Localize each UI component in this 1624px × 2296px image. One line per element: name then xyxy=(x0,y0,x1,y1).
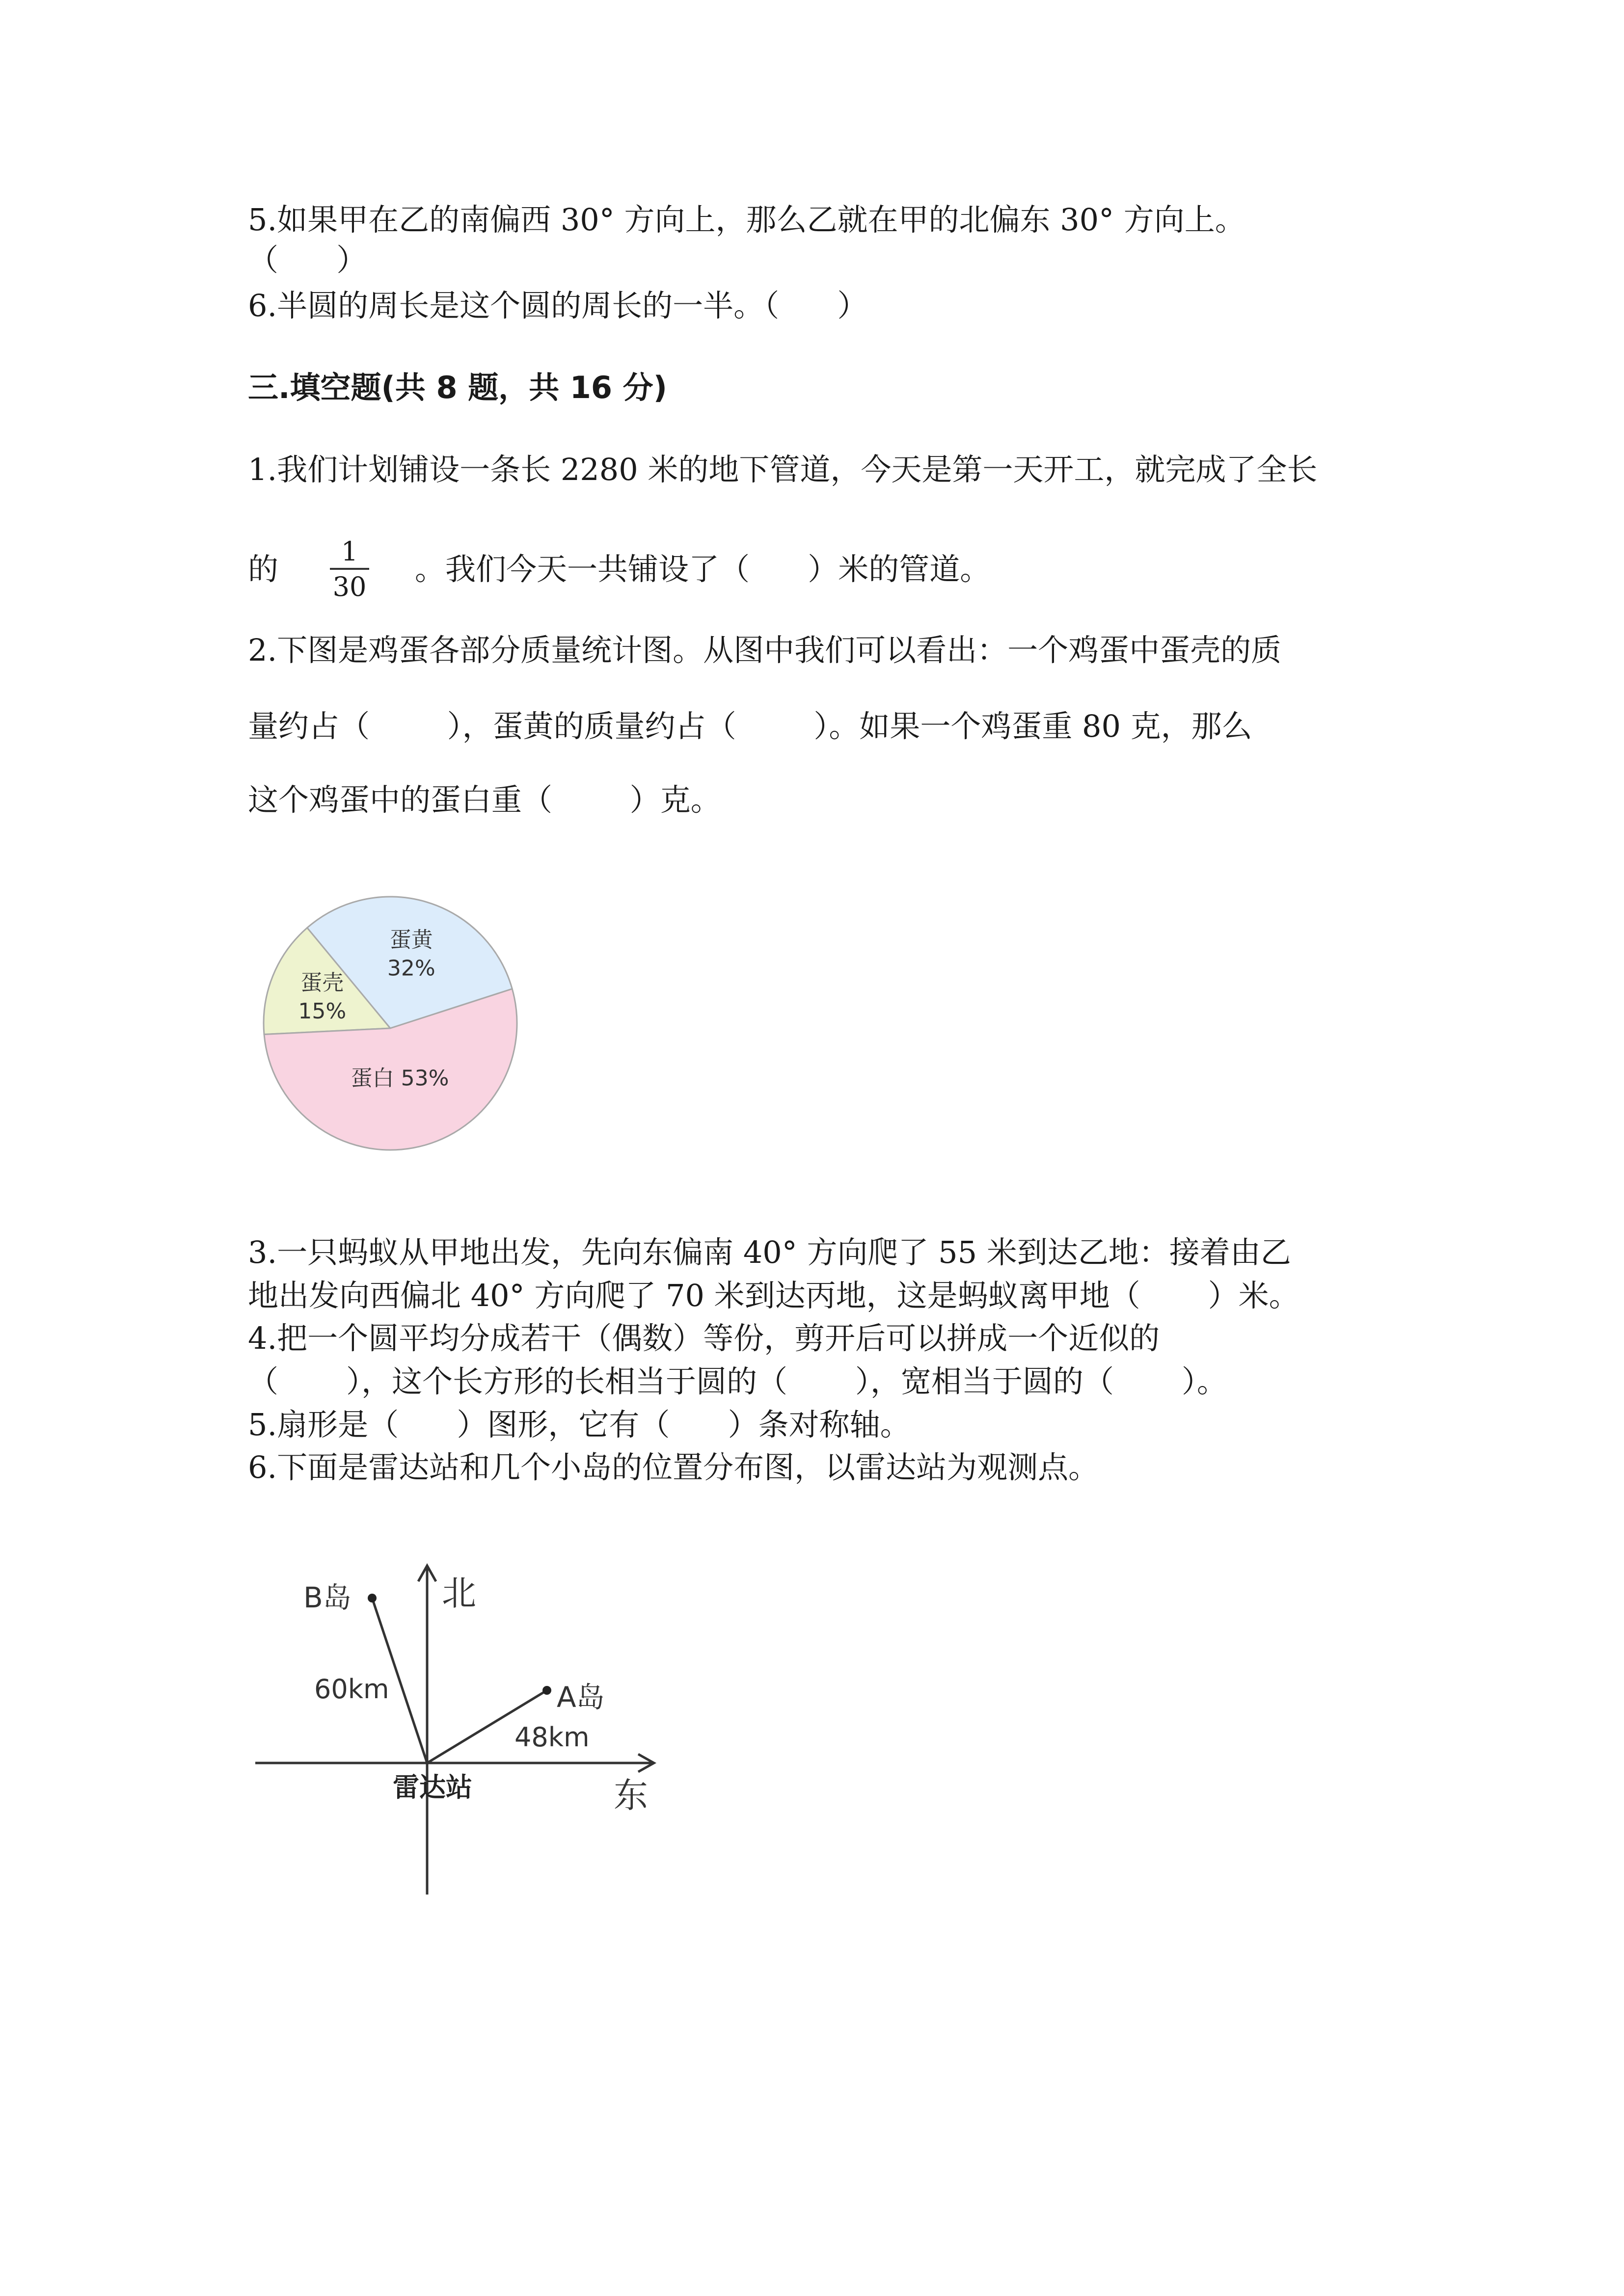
east-label: 东 xyxy=(614,1775,648,1815)
fill-q3-line1: 3.一只蚂蚁从甲地出发，先向东偏南 40° 方向爬了 55 米到达乙地：接着由乙 xyxy=(248,1234,1291,1270)
island-a-label: A岛 xyxy=(557,1681,605,1714)
pie-label-category-0: 蛋壳 xyxy=(300,970,344,995)
fill-q1-prefix: 的 xyxy=(248,551,279,587)
fill-q6: 6.下面是雷达站和几个小岛的位置分布图，以雷达站为观测点。 xyxy=(248,1449,1099,1485)
fill-q1-line1: 1.我们计划铺设一条长 2280 米的地下管道，今天是第一天开工，就完成了全长 xyxy=(248,452,1318,487)
pie-label-value-0: 15% xyxy=(298,998,347,1024)
station-label: 雷达站 xyxy=(393,1772,472,1803)
fill-q4-line2: （ ），这个长方形的长相当于圆的（ ），宽相当于圆的（ ）。 xyxy=(248,1363,1227,1399)
radar-position-map xyxy=(245,1551,668,1904)
fill-q4-line1: 4.把一个圆平均分成若干（偶数）等份，剪开后可以拼成一个近似的 xyxy=(248,1320,1160,1356)
fill-q2-line1: 2.下图是鸡蛋各部分质量统计图。从图中我们可以看出：一个鸡蛋中蛋壳的质 xyxy=(248,632,1282,668)
pie-label-category-1: 蛋黄 xyxy=(389,927,433,953)
island-b-point xyxy=(368,1594,377,1602)
island-b-distance: 60km xyxy=(314,1674,389,1705)
fraction-numerator: 1 xyxy=(330,537,369,570)
fill-q2-line2: 量约占（ ），蛋黄的质量约占（ ）。如果一个鸡蛋重 80 克，那么 xyxy=(248,708,1252,744)
fill-q5: 5.扇形是（ ）图形，它有（ ）条对称轴。 xyxy=(248,1407,911,1442)
judge-q5-line1: 5.如果甲在乙的南偏西 30° 方向上，那么乙就在甲的北偏东 30° 方向上。 xyxy=(248,202,1245,238)
judge-q5-answer-blank: （ ） xyxy=(248,242,367,278)
pie-label-value-1: 32% xyxy=(387,956,435,981)
fill-q2-line3: 这个鸡蛋中的蛋白重（ ）克。 xyxy=(248,782,721,818)
island-b-label: B岛 xyxy=(303,1581,352,1614)
fill-q1-suffix: 。我们今天一共铺设了（ ）米的管道。 xyxy=(415,551,991,587)
fraction xyxy=(330,537,369,601)
north-label: 北 xyxy=(442,1573,476,1613)
island-a-distance: 48km xyxy=(514,1722,590,1753)
judge-q6: 6.半圆的周长是这个圆的周长的一半。（ ） xyxy=(248,288,868,323)
fill-q3-line2: 地出发向西偏北 40° 方向爬了 70 米到达丙地，这是蚂蚁离甲地（ ）米。 xyxy=(248,1278,1299,1313)
pie-label-2: 蛋白 53% xyxy=(351,1066,449,1091)
egg-composition-pie-chart xyxy=(248,883,533,1158)
fraction-denominator: 30 xyxy=(332,571,367,602)
section-title: 三.填空题(共 8 题，共 16 分) xyxy=(248,370,667,405)
island-a-point xyxy=(542,1686,551,1695)
